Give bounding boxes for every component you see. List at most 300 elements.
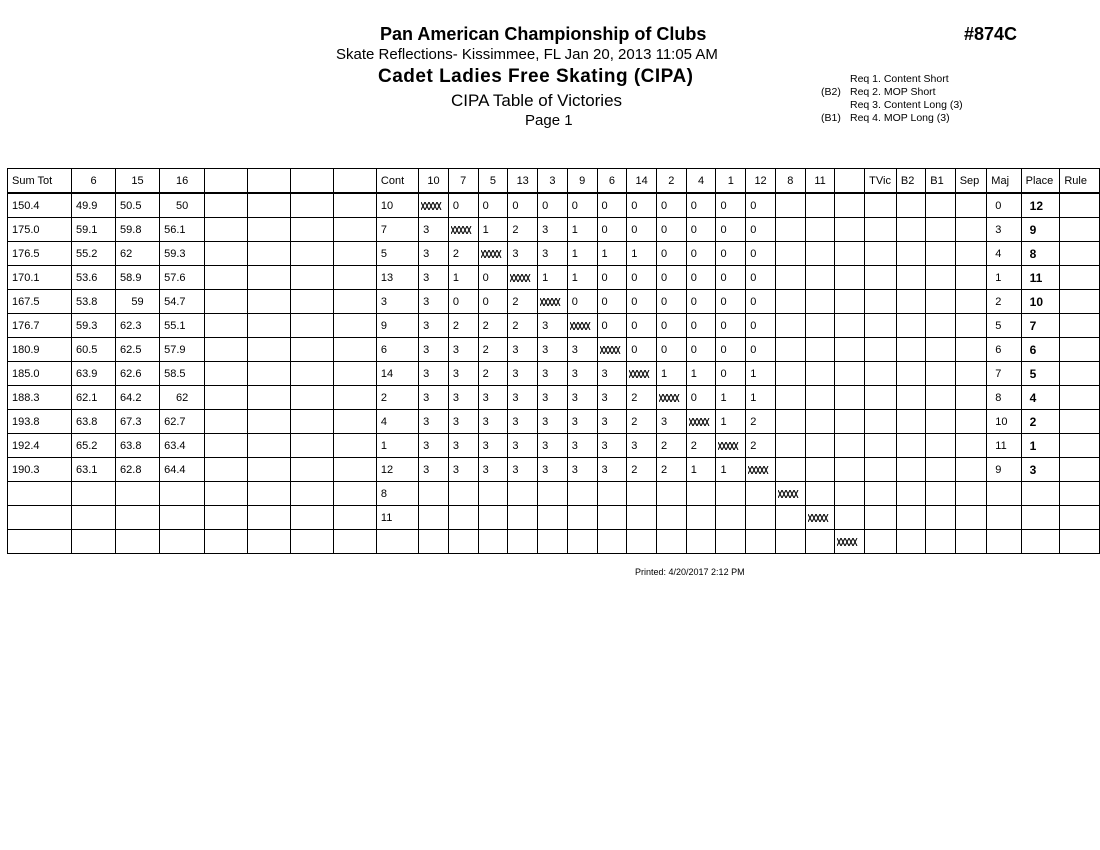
b2-cell — [896, 362, 925, 386]
victory-count-cell: 1 — [716, 410, 746, 434]
table-row — [8, 314, 1100, 338]
sum-total-cell: 176.5 — [8, 242, 72, 266]
victory-count-cell: 3 — [538, 410, 568, 434]
victory-count-cell: 3 — [419, 362, 449, 386]
place-cell — [1021, 530, 1060, 554]
victory-count-cell: 0 — [686, 218, 716, 242]
b2-cell — [896, 410, 925, 434]
victory-count-cell: 3 — [478, 410, 508, 434]
rule-cell — [1060, 482, 1100, 506]
empty-cell — [248, 482, 291, 506]
b1-cell — [926, 338, 955, 362]
rule-cell — [1060, 530, 1100, 554]
sum-total-cell: 185.0 — [8, 362, 72, 386]
empty-cell — [205, 506, 248, 530]
empty-cell — [205, 242, 248, 266]
self-comparison-mark — [808, 514, 830, 522]
victory-count-cell: 3 — [508, 338, 538, 362]
victory-count-cell — [686, 482, 716, 506]
b1-cell — [926, 506, 955, 530]
rule-cell — [1060, 314, 1100, 338]
judge-score-cell: 56.1 — [160, 218, 205, 242]
column-header: 1 — [716, 169, 746, 194]
victory-count-cell: 0 — [627, 193, 657, 218]
judge-score-cell: 62.5 — [116, 338, 160, 362]
empty-cell — [248, 266, 291, 290]
victory-count-cell — [686, 506, 716, 530]
victory-count-cell: 0 — [627, 266, 657, 290]
b2-cell — [896, 458, 925, 482]
judge-score-cell: 53.8 — [71, 290, 115, 314]
victory-count-cell — [775, 242, 805, 266]
rule-cell — [1060, 242, 1100, 266]
victory-count-cell: 3 — [419, 218, 449, 242]
majority-cell: 5 — [987, 314, 1021, 338]
victory-count-cell: 2 — [627, 386, 657, 410]
majority-cell: 11 — [987, 434, 1021, 458]
victory-count-cell: 2 — [508, 290, 538, 314]
sep-cell — [955, 362, 987, 386]
victory-count-cell: 3 — [448, 434, 478, 458]
victory-count-cell — [627, 482, 657, 506]
contestant-number-cell: 9 — [376, 314, 418, 338]
victory-count-cell: 3 — [538, 362, 568, 386]
victory-count-cell — [835, 410, 865, 434]
contestant-number-cell: 12 — [376, 458, 418, 482]
empty-cell — [248, 218, 291, 242]
empty-cell — [333, 530, 376, 554]
victory-count-cell — [508, 530, 538, 554]
judge-score-cell: 59.1 — [71, 218, 115, 242]
victory-count-cell: 3 — [538, 242, 568, 266]
victory-count-cell: 3 — [508, 410, 538, 434]
place-cell: 12 — [1021, 193, 1060, 218]
empty-cell — [248, 290, 291, 314]
rule-cell — [1060, 362, 1100, 386]
victory-count-cell: 3 — [567, 434, 597, 458]
table-row — [8, 290, 1100, 314]
empty-cell — [290, 338, 333, 362]
sum-total-cell: 150.4 — [8, 193, 72, 218]
column-header: 5 — [478, 169, 508, 194]
table-row — [8, 506, 1100, 530]
victory-count-cell — [775, 290, 805, 314]
sum-total-cell — [8, 482, 72, 506]
judge-score-cell: 55.1 — [160, 314, 205, 338]
empty-cell — [290, 410, 333, 434]
victory-count-cell — [448, 506, 478, 530]
victory-count-cell — [448, 482, 478, 506]
judge-score-cell — [160, 506, 205, 530]
victory-count-cell: 3 — [538, 218, 568, 242]
victory-count-cell — [716, 506, 746, 530]
victory-count-cell — [657, 530, 687, 554]
judge-score-cell: 59.3 — [160, 242, 205, 266]
column-header: 11 — [805, 169, 835, 194]
victory-count-cell: 3 — [538, 434, 568, 458]
victory-count-cell: 0 — [657, 338, 687, 362]
victory-count-cell — [775, 434, 805, 458]
judge-score-cell: 55.2 — [71, 242, 115, 266]
majority-cell — [987, 482, 1021, 506]
judge-score-cell: 57.6 — [160, 266, 205, 290]
self-comparison-mark — [421, 202, 443, 210]
tvic-cell — [865, 530, 897, 554]
self-comparison-cell — [508, 266, 538, 290]
empty-cell — [290, 314, 333, 338]
rule-cell — [1060, 386, 1100, 410]
empty-cell — [248, 242, 291, 266]
empty-cell — [333, 458, 376, 482]
self-comparison-cell — [597, 338, 627, 362]
victory-count-cell: 0 — [627, 314, 657, 338]
victory-count-cell: 0 — [686, 193, 716, 218]
victory-count-cell — [597, 482, 627, 506]
victory-count-cell: 2 — [448, 242, 478, 266]
self-comparison-mark — [540, 298, 562, 306]
victory-count-cell — [775, 338, 805, 362]
majority-cell: 2 — [987, 290, 1021, 314]
judge-score-cell — [160, 530, 205, 554]
victory-count-cell — [835, 242, 865, 266]
column-header: 9 — [567, 169, 597, 194]
victory-count-cell: 0 — [716, 266, 746, 290]
table-row — [8, 482, 1100, 506]
requirement-text: Req 3. Content Long (3) — [850, 99, 963, 111]
table-title: CIPA Table of Victories — [451, 91, 623, 110]
place-cell: 6 — [1021, 338, 1060, 362]
victory-count-cell — [508, 506, 538, 530]
victory-count-cell: 3 — [419, 290, 449, 314]
sum-total-cell: 188.3 — [8, 386, 72, 410]
victory-count-cell: 3 — [419, 410, 449, 434]
victory-count-cell: 2 — [686, 434, 716, 458]
empty-cell — [290, 290, 333, 314]
victory-count-cell — [835, 193, 865, 218]
victory-count-cell: 3 — [419, 242, 449, 266]
victory-count-cell: 0 — [686, 290, 716, 314]
b1-cell — [926, 386, 955, 410]
requirement-text: Req 4. MOP Long (3) — [850, 112, 950, 124]
rule-cell — [1060, 266, 1100, 290]
victory-count-cell — [478, 530, 508, 554]
column-header: 10 — [419, 169, 449, 194]
empty-cell — [333, 434, 376, 458]
judge-score-cell — [160, 482, 205, 506]
self-comparison-cell — [775, 482, 805, 506]
self-comparison-mark — [718, 442, 740, 450]
place-cell — [1021, 482, 1060, 506]
column-header — [835, 169, 865, 194]
victory-count-cell — [805, 290, 835, 314]
judge-score-cell: 62.6 — [116, 362, 160, 386]
victory-count-cell — [419, 530, 449, 554]
judge-score-cell: 54.7 — [160, 290, 205, 314]
empty-cell — [248, 386, 291, 410]
table-of-victories — [7, 168, 1100, 554]
self-comparison-cell — [835, 530, 865, 554]
empty-cell — [290, 434, 333, 458]
victory-count-cell: 1 — [478, 218, 508, 242]
victory-count-cell: 3 — [597, 386, 627, 410]
victory-count-cell — [746, 530, 776, 554]
victory-count-cell: 3 — [538, 458, 568, 482]
victory-count-cell: 1 — [567, 218, 597, 242]
judge-score-cell: 49.9 — [71, 193, 115, 218]
victory-count-cell: 0 — [627, 338, 657, 362]
victory-count-cell: 3 — [419, 266, 449, 290]
sep-cell — [955, 386, 987, 410]
victory-count-cell: 0 — [478, 290, 508, 314]
victory-count-cell: 0 — [657, 193, 687, 218]
victory-count-cell: 0 — [746, 290, 776, 314]
judge-score-cell: 62 — [160, 386, 205, 410]
judge-score-cell: 58.5 — [160, 362, 205, 386]
sep-cell — [955, 530, 987, 554]
victory-count-cell: 3 — [448, 362, 478, 386]
victory-count-cell — [805, 362, 835, 386]
victory-count-cell: 0 — [657, 314, 687, 338]
victory-count-cell — [775, 314, 805, 338]
category-title: Cadet Ladies Free Skating (CIPA) — [378, 66, 694, 87]
tvic-cell — [865, 242, 897, 266]
rule-cell — [1060, 193, 1100, 218]
column-header: Sep — [955, 169, 987, 194]
rule-cell — [1060, 434, 1100, 458]
self-comparison-cell — [746, 458, 776, 482]
victory-count-cell: 1 — [448, 266, 478, 290]
victory-count-cell: 1 — [538, 266, 568, 290]
victory-count-cell: 2 — [627, 410, 657, 434]
empty-cell — [333, 506, 376, 530]
victory-count-cell — [805, 482, 835, 506]
b1-cell — [926, 218, 955, 242]
victory-count-cell: 3 — [538, 386, 568, 410]
empty-cell — [333, 266, 376, 290]
b1-cell — [926, 362, 955, 386]
tvic-cell — [865, 338, 897, 362]
place-cell: 2 — [1021, 410, 1060, 434]
victory-count-cell: 3 — [508, 362, 538, 386]
tvic-cell — [865, 410, 897, 434]
victory-count-cell: 0 — [716, 362, 746, 386]
sum-total-cell: 193.8 — [8, 410, 72, 434]
place-cell: 5 — [1021, 362, 1060, 386]
column-header: 15 — [116, 169, 160, 194]
majority-cell: 9 — [987, 458, 1021, 482]
column-header: B1 — [926, 169, 955, 194]
self-comparison-mark — [629, 370, 651, 378]
sum-total-cell: 176.7 — [8, 314, 72, 338]
victory-count-cell: 3 — [419, 458, 449, 482]
contestant-number-cell: 2 — [376, 386, 418, 410]
victory-count-cell: 2 — [508, 314, 538, 338]
victory-count-cell — [567, 530, 597, 554]
empty-cell — [333, 338, 376, 362]
victory-count-cell — [805, 338, 835, 362]
table-header-row — [8, 169, 1100, 194]
judge-score-cell: 63.1 — [71, 458, 115, 482]
judge-score-cell — [116, 482, 160, 506]
victory-count-cell — [805, 193, 835, 218]
empty-cell — [290, 193, 333, 218]
victory-count-cell: 0 — [627, 218, 657, 242]
b2-cell — [896, 218, 925, 242]
judge-score-cell: 50 — [160, 193, 205, 218]
victory-count-cell — [775, 506, 805, 530]
column-header: B2 — [896, 169, 925, 194]
judge-score-cell: 62.3 — [116, 314, 160, 338]
b1-cell — [926, 314, 955, 338]
victory-count-cell: 3 — [597, 362, 627, 386]
victory-count-cell — [835, 386, 865, 410]
empty-cell — [248, 193, 291, 218]
contestant-number-cell: 13 — [376, 266, 418, 290]
contestant-number-cell: 10 — [376, 193, 418, 218]
victory-count-cell — [775, 530, 805, 554]
contestant-number-cell: 6 — [376, 338, 418, 362]
victory-count-cell: 3 — [567, 410, 597, 434]
column-header: Rule — [1060, 169, 1100, 194]
judge-score-cell: 62.8 — [116, 458, 160, 482]
judge-score-cell: 63.9 — [71, 362, 115, 386]
self-comparison-cell — [657, 386, 687, 410]
tvic-cell — [865, 193, 897, 218]
table-row — [8, 410, 1100, 434]
sep-cell — [955, 458, 987, 482]
venue-date-line: Skate Reflections- Kissimmee, FL Jan 20, 2013 11:05 AM — [336, 46, 718, 63]
victory-count-cell: 2 — [478, 338, 508, 362]
tvic-cell — [865, 482, 897, 506]
victory-count-cell — [775, 458, 805, 482]
empty-cell — [290, 218, 333, 242]
empty-cell — [205, 386, 248, 410]
b2-cell — [896, 242, 925, 266]
victory-count-cell — [567, 482, 597, 506]
place-cell: 3 — [1021, 458, 1060, 482]
victory-count-cell: 0 — [597, 290, 627, 314]
victory-count-cell — [597, 530, 627, 554]
b2-cell — [896, 506, 925, 530]
victory-count-cell: 3 — [419, 434, 449, 458]
requirement-text: Req 1. Content Short — [850, 73, 949, 85]
b1-cell — [926, 290, 955, 314]
sep-cell — [955, 218, 987, 242]
table-row — [8, 338, 1100, 362]
victory-count-cell: 0 — [746, 242, 776, 266]
victory-count-cell: 0 — [746, 314, 776, 338]
self-comparison-cell — [419, 193, 449, 218]
victory-count-cell — [835, 362, 865, 386]
column-header: 2 — [657, 169, 687, 194]
sep-cell — [955, 434, 987, 458]
victory-count-cell — [716, 530, 746, 554]
column-header: 4 — [686, 169, 716, 194]
judge-score-cell: 64.4 — [160, 458, 205, 482]
victory-count-cell — [805, 458, 835, 482]
victory-count-cell: 0 — [746, 266, 776, 290]
place-cell: 8 — [1021, 242, 1060, 266]
victory-count-cell: 3 — [597, 458, 627, 482]
empty-cell — [333, 314, 376, 338]
table-row — [8, 218, 1100, 242]
majority-cell: 1 — [987, 266, 1021, 290]
victory-count-cell: 0 — [597, 314, 627, 338]
table-row — [8, 530, 1100, 554]
table-row — [8, 362, 1100, 386]
contestant-number-cell: 8 — [376, 482, 418, 506]
self-comparison-mark — [748, 466, 770, 474]
b1-cell — [926, 434, 955, 458]
victory-count-cell — [448, 530, 478, 554]
victory-count-cell — [775, 386, 805, 410]
victory-count-cell — [835, 458, 865, 482]
victory-count-cell: 2 — [508, 218, 538, 242]
sep-cell — [955, 242, 987, 266]
empty-cell — [248, 314, 291, 338]
victory-count-cell — [805, 266, 835, 290]
empty-cell — [205, 482, 248, 506]
judge-score-cell: 62.7 — [160, 410, 205, 434]
victory-count-cell: 3 — [567, 458, 597, 482]
victory-count-cell: 2 — [478, 314, 508, 338]
b2-cell — [896, 290, 925, 314]
column-header: Place — [1021, 169, 1060, 194]
b1-cell — [926, 242, 955, 266]
empty-cell — [248, 530, 291, 554]
empty-cell — [205, 530, 248, 554]
victory-count-cell: 3 — [508, 458, 538, 482]
rule-cell — [1060, 218, 1100, 242]
column-header: 6 — [71, 169, 115, 194]
victory-count-cell — [835, 218, 865, 242]
page-label: Page 1 — [525, 112, 573, 129]
judge-score-cell: 57.9 — [160, 338, 205, 362]
empty-cell — [290, 458, 333, 482]
victory-count-cell: 0 — [746, 338, 776, 362]
victory-count-cell: 2 — [746, 410, 776, 434]
table-row — [8, 458, 1100, 482]
requirement-code: (B2) — [821, 86, 841, 98]
judge-score-cell — [71, 506, 115, 530]
victory-count-cell: 3 — [478, 434, 508, 458]
majority-cell: 10 — [987, 410, 1021, 434]
victory-count-cell: 0 — [716, 218, 746, 242]
empty-cell — [290, 506, 333, 530]
victory-count-cell: 0 — [686, 386, 716, 410]
majority-cell: 4 — [987, 242, 1021, 266]
victory-count-cell: 1 — [746, 362, 776, 386]
b1-cell — [926, 530, 955, 554]
victory-count-cell: 2 — [478, 362, 508, 386]
victory-count-cell — [835, 482, 865, 506]
victory-count-cell — [805, 530, 835, 554]
victory-count-cell — [597, 506, 627, 530]
column-header: Cont — [376, 169, 418, 194]
judge-score-cell: 60.5 — [71, 338, 115, 362]
judge-score-cell: 59 — [116, 290, 160, 314]
contestant-number-cell: 14 — [376, 362, 418, 386]
victory-count-cell — [746, 482, 776, 506]
self-comparison-cell — [478, 242, 508, 266]
sum-total-cell: 170.1 — [8, 266, 72, 290]
sep-cell — [955, 410, 987, 434]
empty-cell — [333, 193, 376, 218]
empty-cell — [205, 290, 248, 314]
victory-count-cell — [657, 506, 687, 530]
victory-count-cell — [775, 218, 805, 242]
victory-count-cell: 2 — [627, 458, 657, 482]
